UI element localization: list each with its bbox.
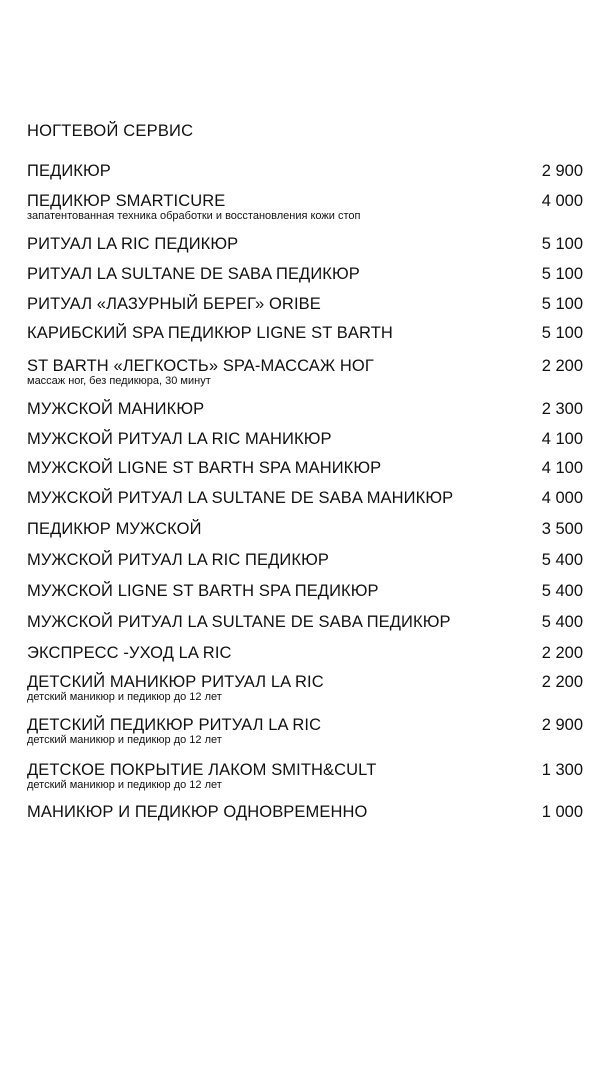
service-price: 5 400 [541,582,583,600]
service-price: 3 500 [541,520,583,538]
service-price: 2 900 [541,162,583,180]
section-title: НОГТЕВОЙ СЕРВИС [27,122,194,140]
list-item [27,356,583,388]
service-name: ПЕДИКЮР SMARTICURE [27,192,226,210]
service-name: МАНИКЮР И ПЕДИКЮР ОДНОВРЕМЕННО [27,803,368,821]
list-item [27,323,583,343]
service-description: детский маникюр и педикюр до 12 лет [27,734,222,746]
service-price: 2 300 [541,400,583,418]
list-item [27,802,583,822]
list-item [27,643,583,663]
list-item [27,715,583,747]
list-item [27,161,583,181]
service-name: ПЕДИКЮР МУЖСКОЙ [27,520,202,538]
service-price: 1 300 [541,761,583,779]
service-name: РИТУАЛ «ЛАЗУРНЫЙ БЕРЕГ» ORIBE [27,295,321,313]
service-description: массаж ног, без педикюра, 30 минут [27,375,211,387]
list-item [27,519,583,539]
service-price: 4 100 [541,430,583,448]
service-name: РИТУАЛ LA SULTANE DE SABA ПЕДИКЮР [27,265,360,283]
service-price: 4 100 [541,459,583,477]
service-price: 5 400 [541,551,583,569]
service-name: РИТУАЛ LA RIC ПЕДИКЮР [27,235,239,253]
service-description: детский маникюр и педикюр до 12 лет [27,779,222,791]
service-price: 4 000 [541,489,583,507]
list-item [27,191,583,223]
service-price: 5 100 [541,295,583,313]
service-price: 2 200 [541,673,583,691]
list-item [27,399,583,419]
service-price: 2 200 [541,644,583,662]
list-item [27,581,583,601]
service-name: МУЖСКОЙ РИТУАЛ LA RIC ПЕДИКЮР [27,551,329,569]
service-price: 5 100 [541,265,583,283]
service-price: 5 400 [541,613,583,631]
list-item [27,760,583,792]
list-item [27,612,583,632]
list-item [27,264,583,284]
service-name: ПЕДИКЮР [27,162,111,180]
list-item [27,672,583,704]
service-name: ДЕТСКИЙ ПЕДИКЮР РИТУАЛ LA RIC [27,716,322,734]
service-name: ДЕТСКИЙ МАНИКЮР РИТУАЛ LA RIC [27,673,324,691]
list-item [27,429,583,449]
list-item [27,458,583,478]
list-item [27,294,583,314]
list-item [27,234,583,254]
service-name: ЭКСПРЕСС -УХОД LA RIC [27,644,232,662]
service-description: детский маникюр и педикюр до 12 лет [27,691,222,703]
service-name: МУЖСКОЙ РИТУАЛ LA RIC МАНИКЮР [27,430,332,448]
service-price: 2 200 [541,357,583,375]
list-item [27,488,583,508]
service-name: МУЖСКОЙ МАНИКЮР [27,400,205,418]
service-name: МУЖСКОЙ LIGNE ST BARTH SPA МАНИКЮР [27,459,382,477]
service-price: 5 100 [541,235,583,253]
service-name: КАРИБСКИЙ SPA ПЕДИКЮР LIGNE ST BARTH [27,324,393,342]
service-name: МУЖСКОЙ РИТУАЛ LA SULTANE DE SABA ПЕДИКЮР [27,613,451,631]
service-name: МУЖСКОЙ РИТУАЛ LA SULTANE DE SABA МАНИКЮР [27,489,454,507]
service-name: ДЕТСКОЕ ПОКРЫТИЕ ЛАКОМ SMITH&CULT [27,761,377,779]
service-name: ST BARTH «ЛЕГКОСТЬ» SPA-МАССАЖ НОГ [27,357,374,375]
service-price: 2 900 [541,716,583,734]
service-name: МУЖСКОЙ LIGNE ST BARTH SPA ПЕДИКЮР [27,582,379,600]
service-description: запатентованная техника обработки и восстановления кожи стоп [27,210,361,222]
list-item [27,550,583,570]
service-price: 1 000 [541,803,583,821]
service-price: 5 100 [541,324,583,342]
service-price: 4 000 [541,192,583,210]
